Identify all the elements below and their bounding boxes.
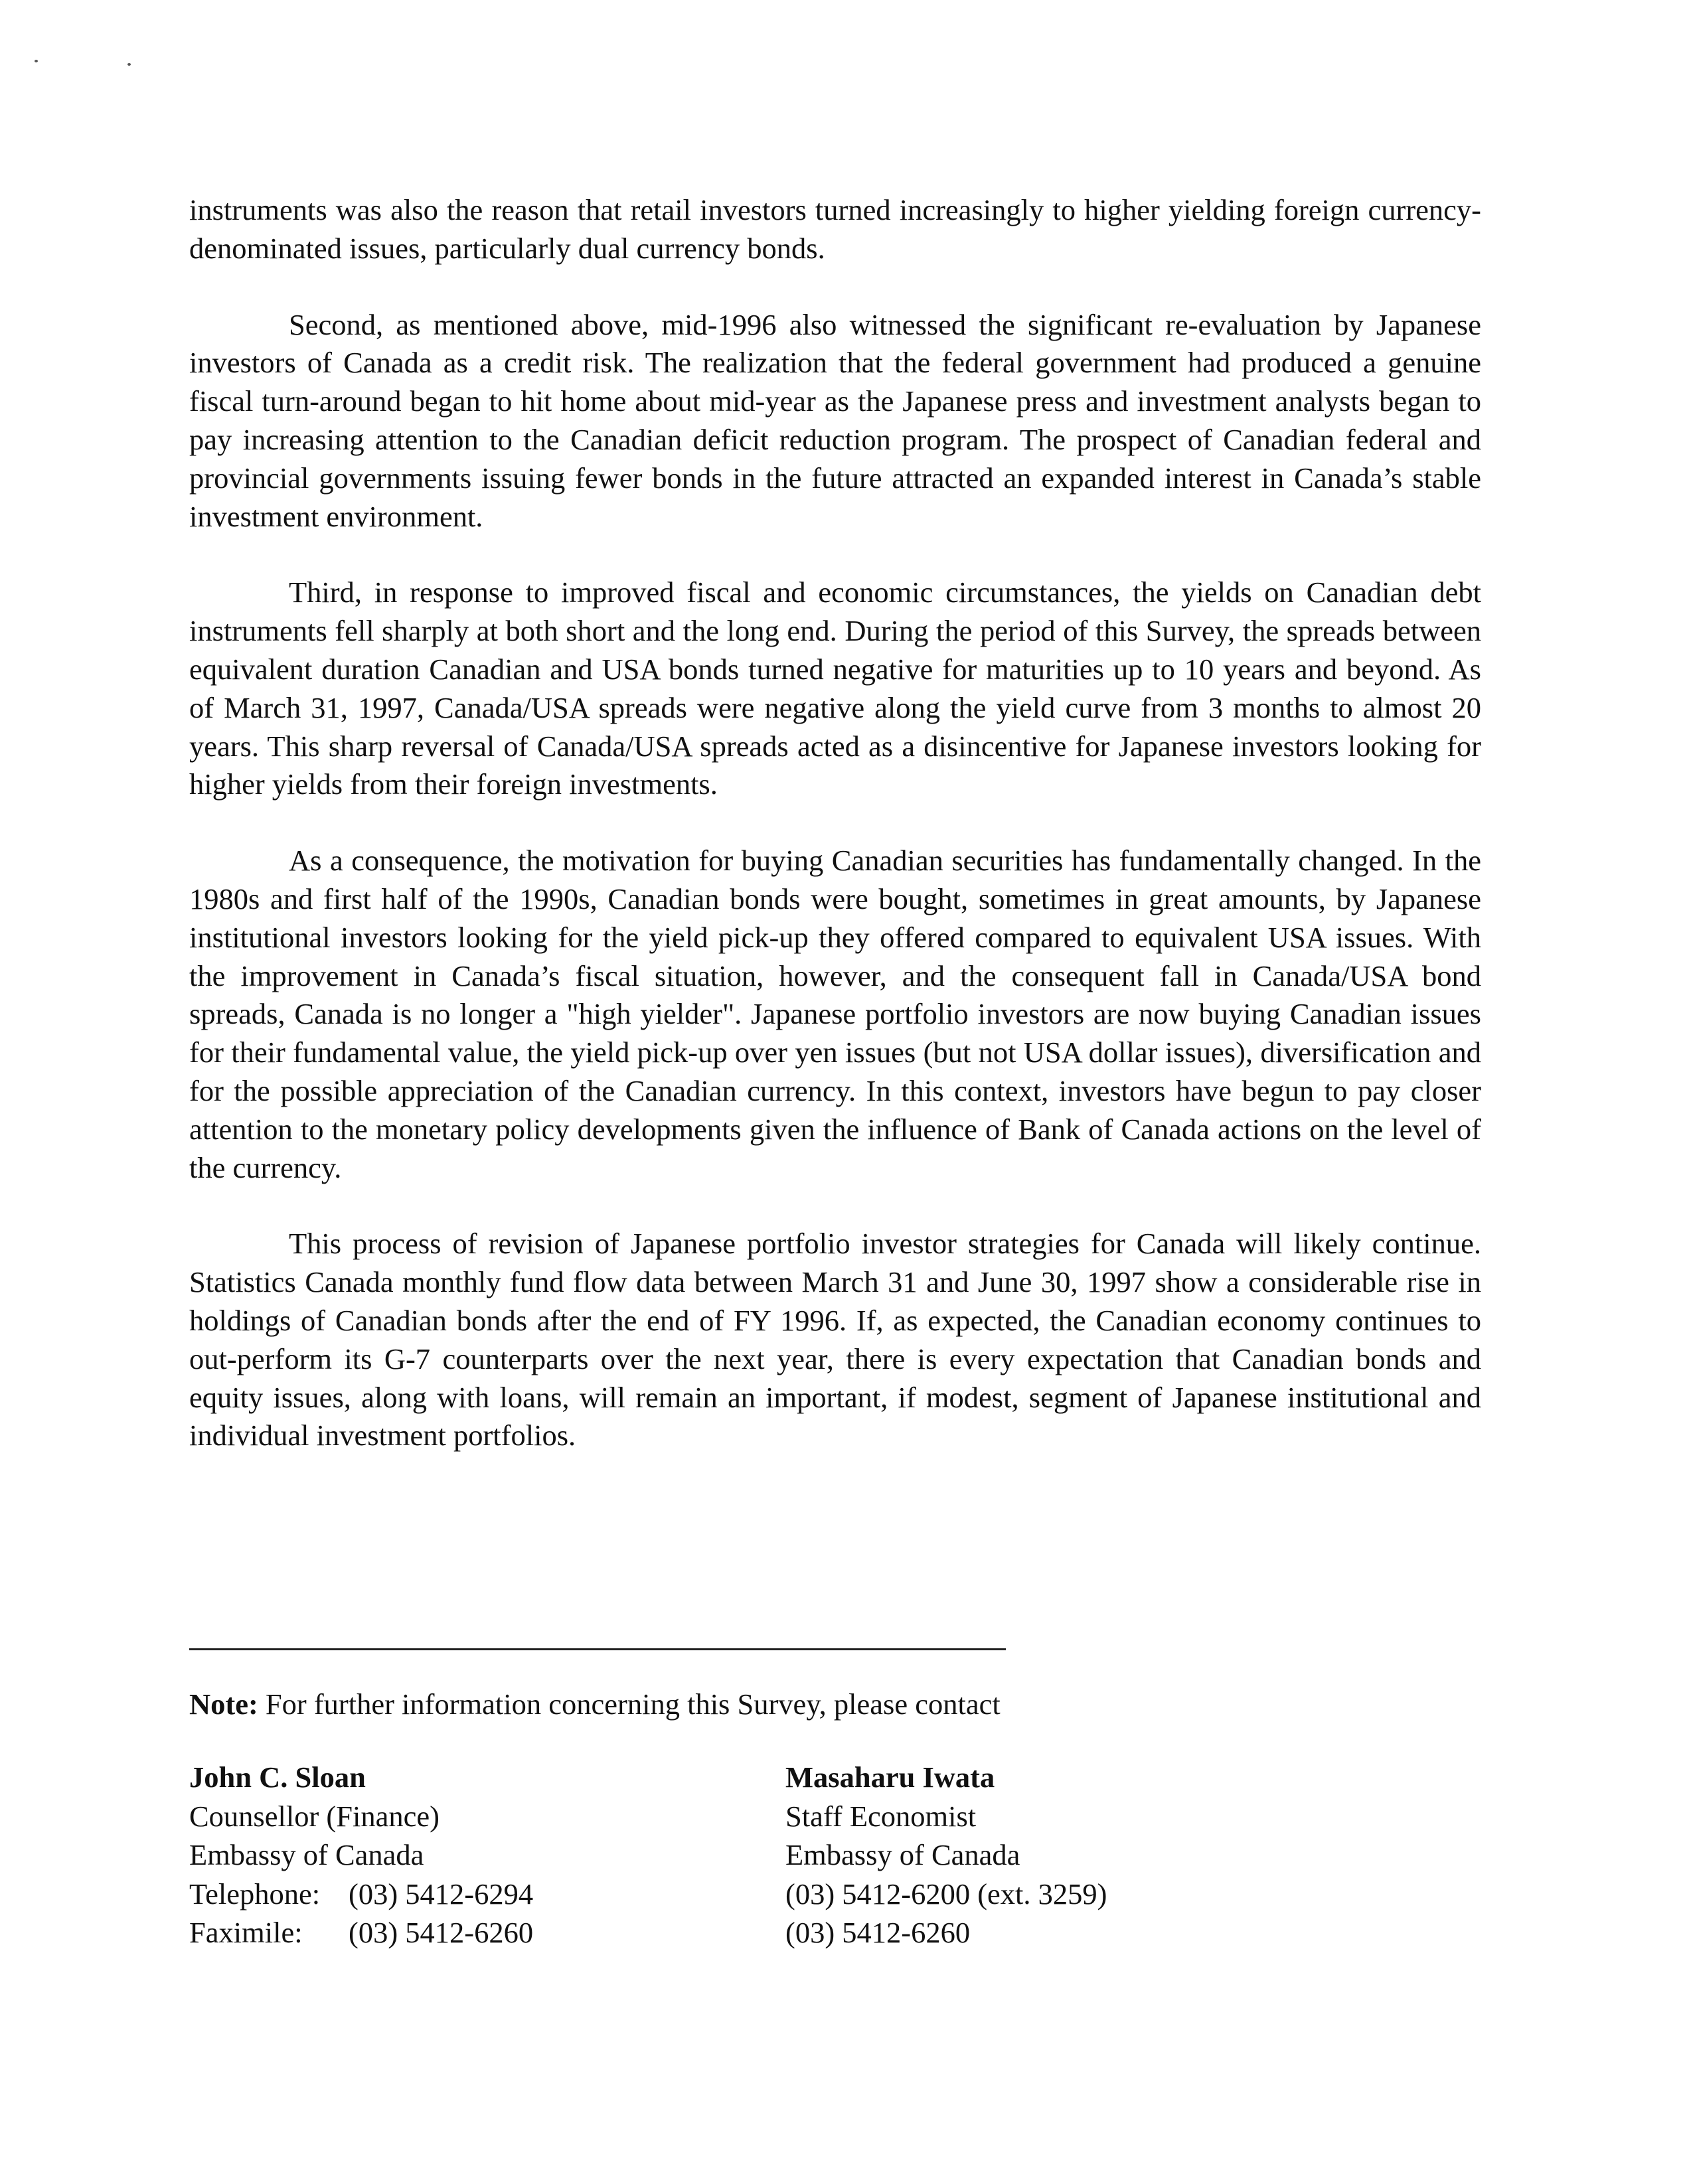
note-label: Note: <box>189 1687 258 1721</box>
scan-speck <box>127 63 131 66</box>
contact-org: Embassy of Canada <box>785 1838 1020 1871</box>
fax-number: (03) 5412-6260 <box>349 1916 534 1949</box>
contact-block-iwata <box>785 1758 1107 1952</box>
paragraph-4: As a consequence, the motivation for buying Canadian securities has fundamentally changed. In the 1980s and first half of the 1990s, Canadian bonds were bought, sometimes in great amounts, by Japanese institutional investors looking for the yield pick-up they offered compared to equivalent USA issues. With the improvement in Canada’s fiscal situation, however, and the consequent fall in Canada/USA bond spreads, Canada is no longer a "high yielder". Japanese portfolio investors are now buying Canadian issues for their fundamental value, the yield pick-up over yen issues (but not USA dollar issues), diversification and for the possible appreciation of the Canadian currency. In this context, investors have begun to pay closer attention to the monetary policy developments given the influence of Bank of Canada actions on the level of the currency. <box>189 844 1481 1184</box>
phone-number: (03) 5412-6294 <box>349 1877 534 1911</box>
paragraph-3: Third, in response to improved fiscal and economic circumstances, the yields on Canadian debt instruments fell sharply at both short and the long end. During the period of this Survey, the spreads between equivalent duration Canadian and USA bonds turned negative for maturities up to 10 years and beyond. As of March 31, 1997, Canada/USA spreads were negative along the yield curve from 3 months to almost 20 years. This sharp reversal of Canada/USA spreads acted as a disincentive for Japanese investors looking for higher yields from their foreign investments. <box>189 576 1481 801</box>
paragraph-2: Second, as mentioned above, mid-1996 also witnessed the significant re-evaluation by Japanese investors of Canada as a credit risk. The realization that the federal government had produced a genuine fiscal turn-around began to hit home about mid-year as the Japanese press and investment analysts began to pay increasing attention to the Canadian deficit reduction program. The prospect of Canadian federal and provincial governments issuing fewer bonds in the future attracted an expanded interest in Canada’s stable investment environment. <box>189 307 1481 533</box>
phone-number: (03) 5412-6200 (ext. 3259) <box>785 1877 1107 1911</box>
fax-label: Faximile: <box>189 1916 303 1949</box>
phone-label: Telephone: <box>189 1877 321 1911</box>
body-text <box>189 191 1481 1493</box>
note-text: For further information concerning this Survey, please contact <box>258 1687 1001 1721</box>
contact-org: Embassy of Canada <box>189 1838 424 1871</box>
contact-name: Masaharu Iwata <box>785 1760 995 1794</box>
paragraph-5: This process of revision of Japanese portfolio investor strategies for Canada will likely continue. Statistics Canada monthly fund flow data between March 31 and June 30, 1997 show a considerable rise in holdings of Canadian bonds after the end of FY 1996. If, as expected, the Canadian economy continues to out-perform its G-7 counterparts over the next year, there is every expectation that Canadian bonds and equity issues, along with loans, will remain an important, if modest, segment of Japanese institutional and individual investment portfolios. <box>189 1227 1481 1452</box>
contact-title: Counsellor (Finance) <box>189 1799 440 1833</box>
fax-number: (03) 5412-6260 <box>785 1916 971 1949</box>
footnote-divider <box>189 1648 1006 1650</box>
contact-title: Staff Economist <box>785 1799 977 1833</box>
contact-block-sloan <box>189 1758 533 1952</box>
contact-phone-line <box>189 1875 533 1914</box>
paragraph-1: instruments was also the reason that retail investors turned increasingly to higher yielding foreign currency-denominated issues, particularly dual currency bonds. <box>189 193 1481 265</box>
scan-speck <box>35 60 38 62</box>
contact-fax-line <box>189 1913 533 1952</box>
contact-note <box>189 1685 1001 1723</box>
contact-name: John C. Sloan <box>189 1760 366 1794</box>
